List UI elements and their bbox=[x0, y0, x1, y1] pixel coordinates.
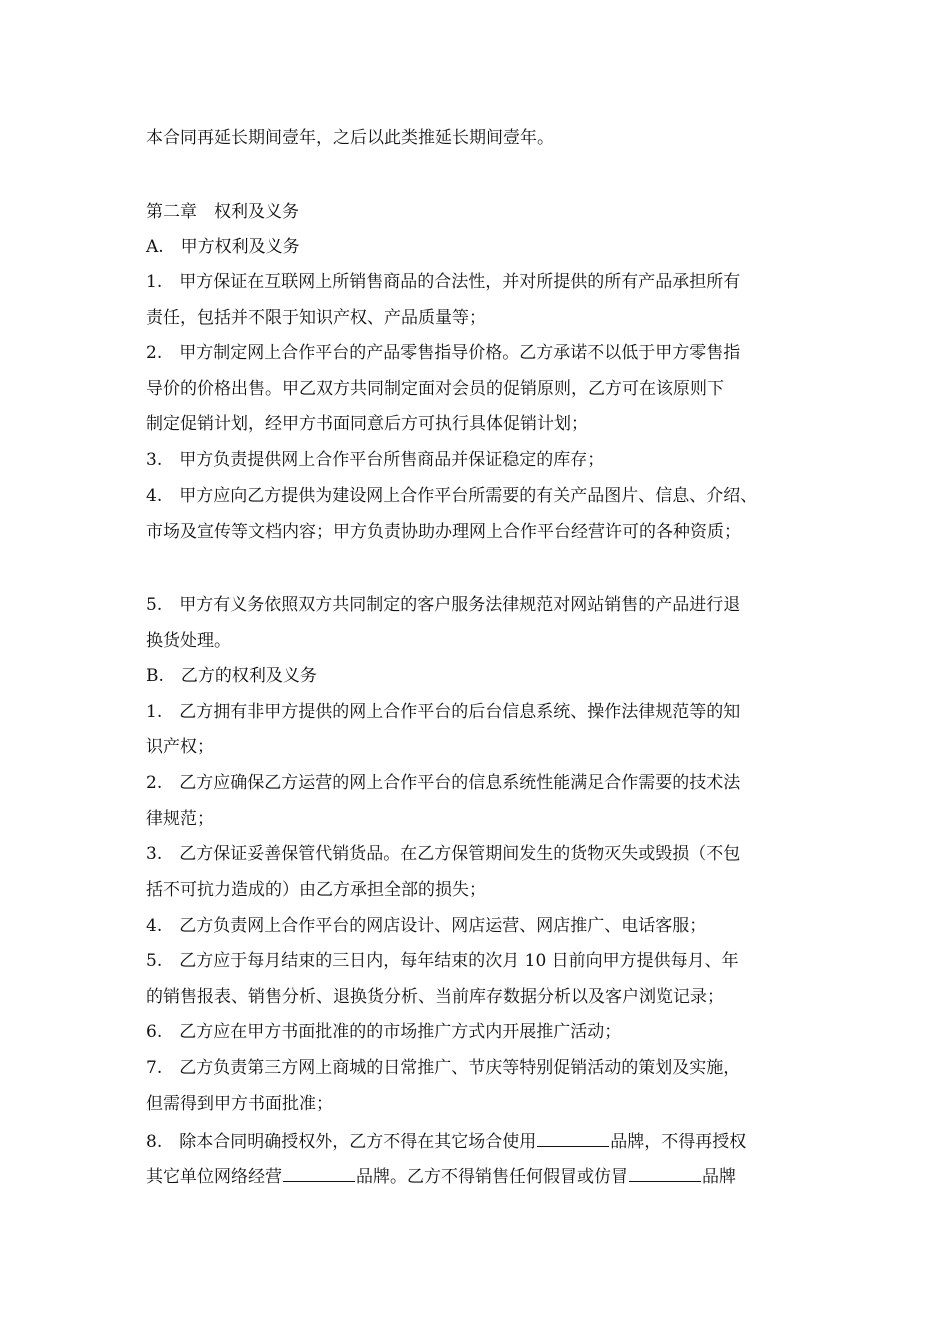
paragraph-line: 制定促销计划，经甲方书面同意后方可执行具体促销计划； bbox=[146, 414, 588, 434]
paragraph-line: 括不可抗力造成的）由乙方承担全部的损失； bbox=[146, 880, 486, 900]
paragraph-line: 市场及宣传等文档内容；甲方负责协助办理网上合作平台经营许可的各种资质； bbox=[146, 522, 741, 542]
paragraph-line: 2. 甲方制定网上合作平台的产品零售指导价格。乙方承诺不以低于甲方零售指 bbox=[146, 343, 741, 363]
paragraph-line: 导价的价格出售。甲乙双方共同制定面对会员的促销原则，乙方可在该原则下 bbox=[146, 379, 724, 399]
paragraph-line: 5. 甲方有义务依照双方共同制定的客户服务法律规范对网站销售的产品进行退 bbox=[146, 595, 741, 615]
section-heading: B. 乙方的权利及义务 bbox=[146, 666, 317, 686]
paragraph-line: 1. 甲方保证在互联网上所销售商品的合法性，并对所提供的所有产品承担所有 bbox=[146, 272, 741, 292]
paragraph-line: 律规范； bbox=[146, 809, 214, 829]
text-segment: 其它单位网络经营 bbox=[146, 1167, 282, 1187]
paragraph-line: 本合同再延长期间壹年，之后以此类推延长期间壹年。 bbox=[146, 128, 554, 148]
text-segment: 品牌。乙方不得销售任何假冒或仿冒 bbox=[356, 1167, 628, 1187]
text-segment: 8. 除本合同明确授权外，乙方不得在其它场合使用 bbox=[146, 1132, 537, 1152]
paragraph-line: 3. 甲方负责提供网上合作平台所售商品并保证稳定的库存； bbox=[146, 450, 605, 470]
paragraph-line: 2. 乙方应确保乙方运营的网上合作平台的信息系统性能满足合作需要的技术法 bbox=[146, 773, 741, 793]
paragraph-line: 的销售报表、销售分析、退换货分析、当前库存数据分析以及客户浏览记录； bbox=[146, 987, 724, 1007]
paragraph-line: 换货处理。 bbox=[146, 631, 231, 651]
section-heading: A. 甲方权利及义务 bbox=[146, 237, 300, 257]
paragraph-line: 1. 乙方拥有非甲方提供的网上合作平台的后台信息系统、操作法律规范等的知 bbox=[146, 702, 741, 722]
text-segment: 品牌 bbox=[702, 1167, 736, 1187]
paragraph-line: 6. 乙方应在甲方书面批准的的市场推广方式内开展推广活动； bbox=[146, 1022, 622, 1042]
blank-underline bbox=[283, 1164, 355, 1182]
chapter-heading: 第二章 权利及义务 bbox=[146, 202, 299, 222]
paragraph-line: 责任，包括并不限于知识产权、产品质量等； bbox=[146, 308, 486, 328]
paragraph-line: 3. 乙方保证妥善保管代销货品。在乙方保管期间发生的货物灭失或毁损（不包 bbox=[146, 844, 741, 864]
paragraph-line bbox=[146, 1129, 746, 1151]
paragraph-line bbox=[146, 1164, 736, 1186]
paragraph-line: 7. 乙方负责第三方网上商城的日常推广、节庆等特别促销活动的策划及实施， bbox=[146, 1058, 741, 1078]
paragraph-line: 4. 乙方负责网上合作平台的网店设计、网店运营、网店推广、电话客服； bbox=[146, 916, 707, 936]
blank-underline bbox=[537, 1129, 609, 1147]
blank-underline bbox=[629, 1164, 701, 1182]
paragraph-line: 5. 乙方应于每月结束的三日内，每年结束的次月 10 日前向甲方提供每月、年 bbox=[146, 951, 739, 971]
paragraph-line: 4. 甲方应向乙方提供为建设网上合作平台所需要的有关产品图片、信息、介绍、 bbox=[146, 486, 758, 506]
paragraph-line: 但需得到甲方书面批准； bbox=[146, 1094, 333, 1114]
text-segment: 品牌，不得再授权 bbox=[610, 1132, 747, 1152]
paragraph-line: 识产权； bbox=[146, 737, 214, 757]
